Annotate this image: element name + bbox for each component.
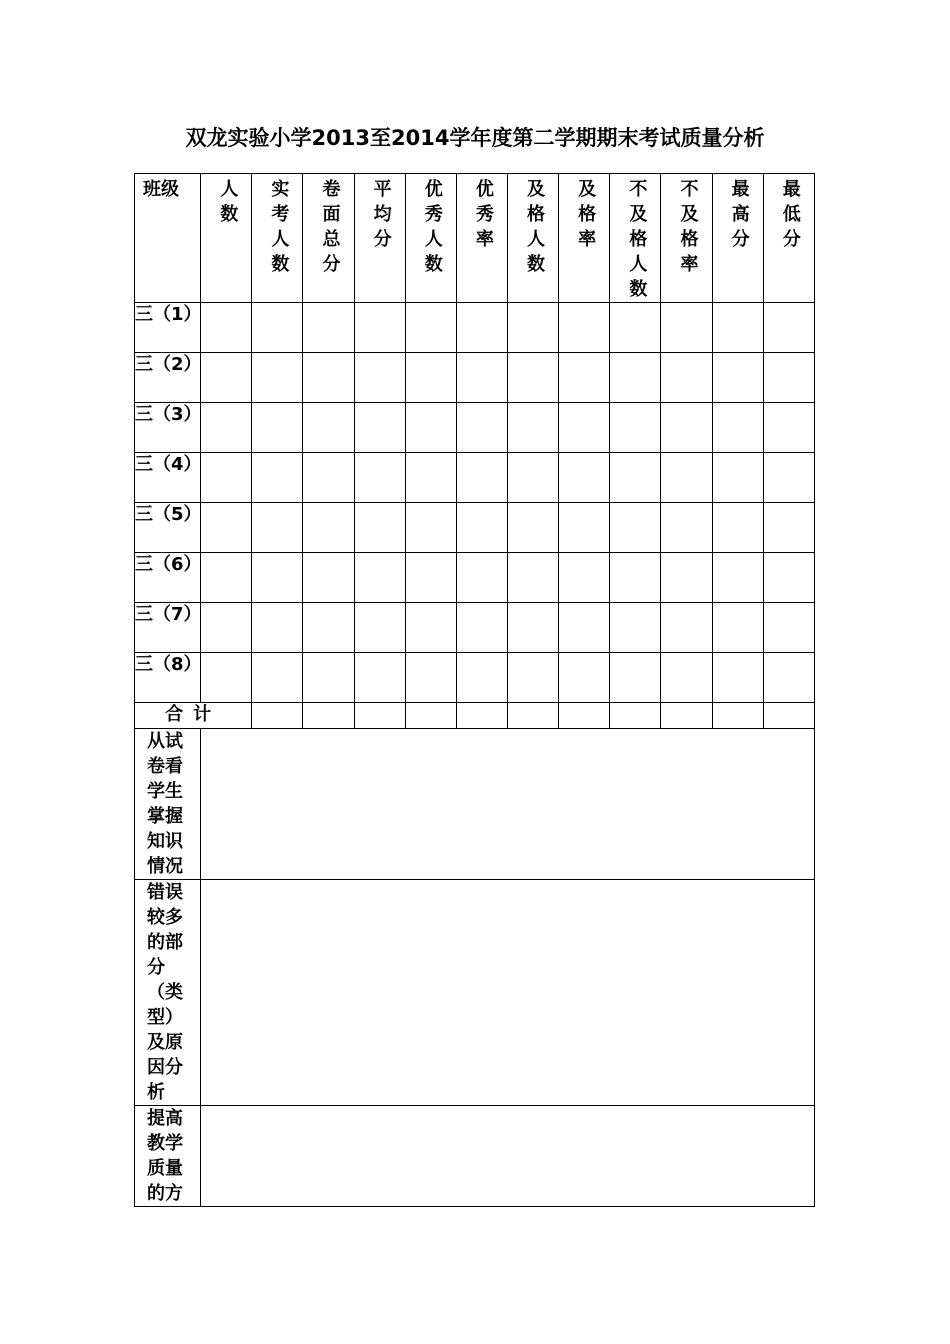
table-cell[interactable] bbox=[354, 553, 405, 603]
table-cell[interactable] bbox=[559, 653, 610, 703]
table-cell bbox=[456, 703, 507, 729]
table-cell[interactable] bbox=[456, 553, 507, 603]
table-cell[interactable] bbox=[405, 403, 456, 453]
table-cell[interactable] bbox=[354, 603, 405, 653]
table-cell[interactable] bbox=[508, 403, 559, 453]
table-cell[interactable] bbox=[456, 603, 507, 653]
table-cell[interactable] bbox=[354, 303, 405, 353]
table-cell[interactable] bbox=[303, 403, 354, 453]
table-cell[interactable] bbox=[763, 653, 814, 703]
note-row-improvement bbox=[135, 1106, 815, 1207]
table-cell[interactable] bbox=[201, 503, 252, 553]
table-cell[interactable] bbox=[559, 553, 610, 603]
note-content-improvement[interactable] bbox=[201, 1106, 815, 1207]
table-cell[interactable] bbox=[508, 353, 559, 403]
header-cell-excellent-count: 优秀人数 bbox=[405, 174, 456, 303]
table-cell[interactable] bbox=[252, 653, 303, 703]
table-cell[interactable] bbox=[763, 303, 814, 353]
table-cell[interactable] bbox=[303, 303, 354, 353]
table-cell[interactable] bbox=[252, 453, 303, 503]
table-cell[interactable] bbox=[661, 553, 712, 603]
table-cell[interactable] bbox=[661, 303, 712, 353]
class-name-cell: 三（6） bbox=[135, 553, 201, 603]
table-cell[interactable] bbox=[610, 303, 661, 353]
table-cell[interactable] bbox=[201, 353, 252, 403]
class-name-cell: 三（8） bbox=[135, 653, 201, 703]
table-cell bbox=[303, 703, 354, 729]
note-row-errors bbox=[135, 880, 815, 1106]
table-cell[interactable] bbox=[405, 353, 456, 403]
table-cell[interactable] bbox=[303, 603, 354, 653]
table-cell[interactable] bbox=[456, 503, 507, 553]
table-cell[interactable] bbox=[712, 353, 763, 403]
quality-analysis-table bbox=[134, 173, 815, 1207]
note-content-knowledge[interactable] bbox=[201, 729, 815, 880]
table-cell[interactable] bbox=[712, 653, 763, 703]
class-name-cell: 三（4） bbox=[135, 453, 201, 503]
header-cell-actual-count: 实考人数 bbox=[252, 174, 303, 303]
table-cell[interactable] bbox=[201, 603, 252, 653]
table-cell[interactable] bbox=[559, 403, 610, 453]
table-cell bbox=[610, 703, 661, 729]
note-label-errors: 错误较多的部分（类型）及原因分析 bbox=[135, 880, 201, 1106]
table-cell[interactable] bbox=[303, 503, 354, 553]
table-row bbox=[135, 403, 815, 453]
table-cell bbox=[508, 703, 559, 729]
table-cell bbox=[763, 703, 814, 729]
header-cell-lowest: 最低分 bbox=[763, 174, 814, 303]
class-name-cell: 三（7） bbox=[135, 603, 201, 653]
table-cell[interactable] bbox=[303, 453, 354, 503]
table-cell[interactable] bbox=[252, 403, 303, 453]
table-cell[interactable] bbox=[354, 503, 405, 553]
header-cell-fail-count: 不及格人数 bbox=[610, 174, 661, 303]
table-cell[interactable] bbox=[712, 303, 763, 353]
table-cell[interactable] bbox=[201, 303, 252, 353]
table-cell[interactable] bbox=[508, 503, 559, 553]
note-content-errors[interactable] bbox=[201, 880, 815, 1106]
table-cell[interactable] bbox=[456, 403, 507, 453]
table-cell[interactable] bbox=[508, 303, 559, 353]
class-name-cell: 三（2） bbox=[135, 353, 201, 403]
table-cell bbox=[712, 703, 763, 729]
table-cell[interactable] bbox=[610, 453, 661, 503]
table-cell[interactable] bbox=[405, 653, 456, 703]
table-row bbox=[135, 653, 815, 703]
table-cell[interactable] bbox=[559, 453, 610, 503]
table-cell[interactable] bbox=[559, 503, 610, 553]
table-cell bbox=[661, 703, 712, 729]
table-cell[interactable] bbox=[763, 403, 814, 453]
table-cell[interactable] bbox=[252, 303, 303, 353]
document-title: 双龙实验小学2013至2014学年度第二学期期末考试质量分析 bbox=[185, 126, 765, 150]
table-cell[interactable] bbox=[559, 603, 610, 653]
note-label-knowledge: 从试卷看学生掌握知识情况 bbox=[135, 729, 201, 880]
table-cell[interactable] bbox=[763, 453, 814, 503]
table-cell[interactable] bbox=[303, 653, 354, 703]
header-cell-count: 人数 bbox=[201, 174, 252, 303]
header-row bbox=[135, 174, 815, 303]
class-name-cell: 三（3） bbox=[135, 403, 201, 453]
table-cell[interactable] bbox=[661, 653, 712, 703]
total-label: 合计 bbox=[135, 703, 252, 729]
table-cell[interactable] bbox=[456, 453, 507, 503]
table-cell[interactable] bbox=[201, 553, 252, 603]
table-cell[interactable] bbox=[354, 453, 405, 503]
table-cell[interactable] bbox=[456, 303, 507, 353]
table-cell[interactable] bbox=[354, 653, 405, 703]
table-cell[interactable] bbox=[405, 453, 456, 503]
table-cell bbox=[252, 703, 303, 729]
table-cell[interactable] bbox=[354, 353, 405, 403]
table-row bbox=[135, 503, 815, 553]
table-cell bbox=[354, 703, 405, 729]
table-row bbox=[135, 303, 815, 353]
table-cell[interactable] bbox=[610, 603, 661, 653]
table-cell[interactable] bbox=[763, 553, 814, 603]
table-cell[interactable] bbox=[610, 503, 661, 553]
note-label-improvement: 提高教学质量的方 bbox=[135, 1106, 201, 1207]
table-cell[interactable] bbox=[303, 553, 354, 603]
table-cell[interactable] bbox=[252, 353, 303, 403]
header-cell-highest: 最高分 bbox=[712, 174, 763, 303]
table-row bbox=[135, 553, 815, 603]
table-cell[interactable] bbox=[508, 553, 559, 603]
table-cell[interactable] bbox=[252, 603, 303, 653]
table-cell[interactable] bbox=[661, 503, 712, 553]
table-cell[interactable] bbox=[610, 403, 661, 453]
table-row bbox=[135, 603, 815, 653]
table-cell[interactable] bbox=[763, 353, 814, 403]
table-cell[interactable] bbox=[252, 503, 303, 553]
table-cell[interactable] bbox=[456, 353, 507, 403]
class-name-cell: 三（1） bbox=[135, 303, 201, 353]
header-cell-pass-count: 及格人数 bbox=[508, 174, 559, 303]
header-cell-fail-rate: 不及格率 bbox=[661, 174, 712, 303]
table-cell[interactable] bbox=[559, 353, 610, 403]
table-cell[interactable] bbox=[405, 303, 456, 353]
note-row-knowledge bbox=[135, 729, 815, 880]
table-cell[interactable] bbox=[508, 453, 559, 503]
table-cell[interactable] bbox=[508, 653, 559, 703]
header-cell-excellent-rate: 优秀率 bbox=[456, 174, 507, 303]
table-cell[interactable] bbox=[610, 553, 661, 603]
table-cell[interactable] bbox=[405, 503, 456, 553]
table-cell[interactable] bbox=[201, 453, 252, 503]
table-cell[interactable] bbox=[661, 353, 712, 403]
table-cell[interactable] bbox=[763, 603, 814, 653]
table-cell[interactable] bbox=[610, 653, 661, 703]
header-cell-class: 班级 bbox=[135, 174, 201, 303]
table-cell bbox=[405, 703, 456, 729]
table-cell[interactable] bbox=[405, 553, 456, 603]
table-cell[interactable] bbox=[712, 453, 763, 503]
table-row bbox=[135, 353, 815, 403]
table-cell[interactable] bbox=[763, 503, 814, 553]
table-cell[interactable] bbox=[201, 403, 252, 453]
table-cell[interactable] bbox=[201, 653, 252, 703]
table-cell[interactable] bbox=[661, 403, 712, 453]
header-cell-average: 平均分 bbox=[354, 174, 405, 303]
header-cell-total-score: 卷面总分 bbox=[303, 174, 354, 303]
table-cell[interactable] bbox=[661, 453, 712, 503]
table-row bbox=[135, 453, 815, 503]
table-cell[interactable] bbox=[354, 403, 405, 453]
table-cell[interactable] bbox=[456, 653, 507, 703]
table-cell[interactable] bbox=[252, 553, 303, 603]
table-cell bbox=[559, 703, 610, 729]
class-name-cell: 三（5） bbox=[135, 503, 201, 553]
table-cell[interactable] bbox=[405, 603, 456, 653]
total-row bbox=[135, 703, 815, 729]
table-cell[interactable] bbox=[712, 603, 763, 653]
table-cell[interactable] bbox=[661, 603, 712, 653]
table-cell[interactable] bbox=[559, 303, 610, 353]
table-cell[interactable] bbox=[712, 403, 763, 453]
header-cell-pass-rate: 及格率 bbox=[559, 174, 610, 303]
table-cell[interactable] bbox=[303, 353, 354, 403]
table-cell[interactable] bbox=[508, 603, 559, 653]
table-cell[interactable] bbox=[712, 553, 763, 603]
table-cell[interactable] bbox=[712, 503, 763, 553]
table-cell[interactable] bbox=[610, 353, 661, 403]
